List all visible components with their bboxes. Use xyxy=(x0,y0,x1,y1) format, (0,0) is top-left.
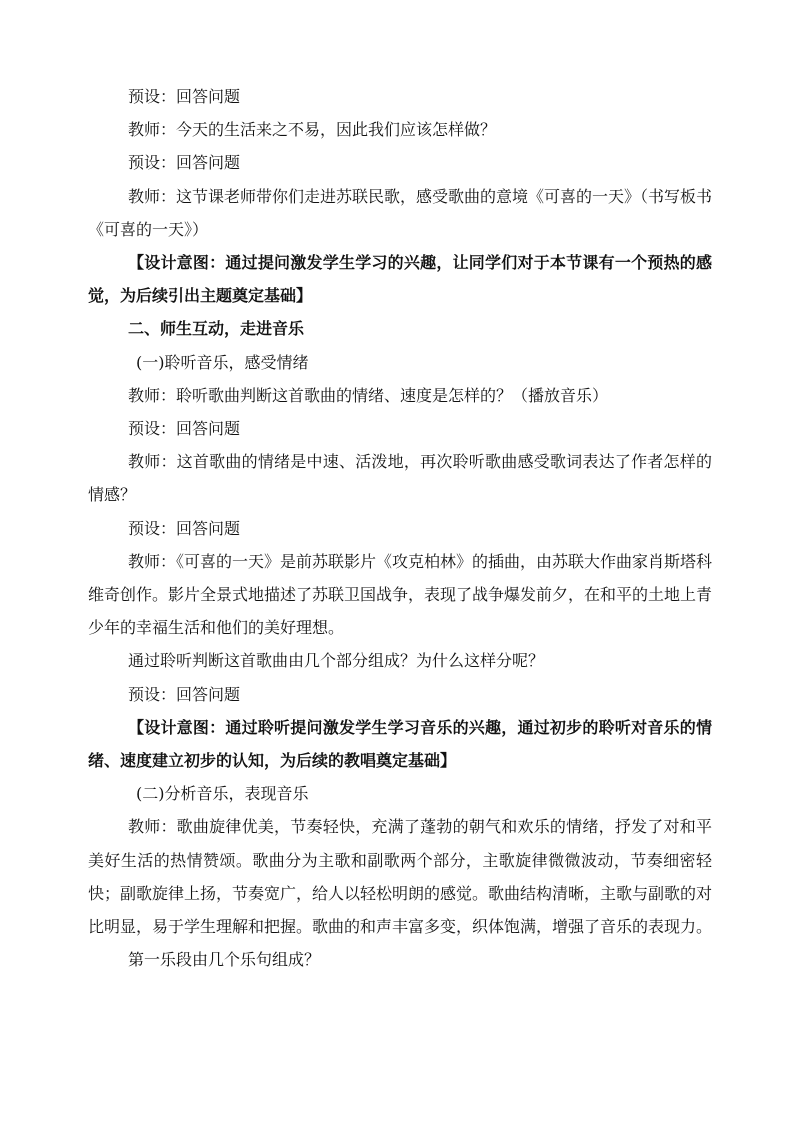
paragraph-teacher-3: 教师：聆听歌曲判断这首歌曲的情绪、速度是怎样的？（播放音乐） xyxy=(128,385,609,405)
paragraph-preset-1: 预设：回答问题 xyxy=(128,87,241,106)
design-intent-1: 【设计意图：通过提问激发学生学习的兴趣，让同学们对于本节课有一个预热的感觉，为后续引出主题奠定基础】 xyxy=(88,253,712,306)
subheading-1: (一)聆听音乐，感受情绪 xyxy=(136,352,309,372)
paragraph-preset-2: 预设：回答问题 xyxy=(128,153,241,173)
paragraph-question-2: 第一乐段由几个乐句组成？ xyxy=(128,950,321,970)
document-page xyxy=(88,80,712,976)
paragraph-preset-5: 预设：回答问题 xyxy=(128,684,241,704)
paragraph-teacher-2: 教师：这节课老师带你们走进苏联民歌，感受歌曲的意境《可喜的一天》（书写板书《可喜的一天》） xyxy=(88,186,713,239)
paragraph-teacher-5: 教师：《可喜的一天》是前苏联影片《攻克柏林》的插曲，由苏联大作曲家肖斯塔科维奇创作。影片全景式地描述了苏联卫国战争，表现了战争爆发前夕，在和平的土地上青少年的幸福生活和他们的美好理想。 xyxy=(88,551,713,638)
paragraph-teacher-6: 教师：歌曲旋律优美，节奏轻快，充满了蓬勃的朝气和欢乐的情绪，抒发了对和平美好生活的热情赞颂。歌曲分为主歌和副歌两个部分，主歌旋律微微波动，节奏细密轻快；副歌旋律上扬，节奏宽广，给人以轻松明朗的感觉。歌曲结构清晰，主歌与副歌的对比明显，易于学生理解和把握。歌曲的和声丰富多变，织体饱满，增强了音乐的表现力。 xyxy=(88,817,713,937)
paragraph-question-1: 通过聆听判断这首歌曲由几个部分组成？为什么这样分呢？ xyxy=(128,651,545,671)
paragraph-preset-3: 预设：回答问题 xyxy=(128,419,241,439)
paragraph-preset-4: 预设：回答问题 xyxy=(128,518,241,538)
section-heading-2: 二、师生互动，走进音乐 xyxy=(128,319,305,339)
paragraph-teacher-1: 教师：今天的生活来之不易，因此我们应该怎样做？ xyxy=(128,120,497,140)
subheading-2: (二)分析音乐，表现音乐 xyxy=(136,784,309,804)
design-intent-2: 【设计意图：通过聆听提问激发学生学习音乐的兴趣，通过初步的聆听对音乐的情绪、速度建立初步的认知，为后续的教唱奠定基础】 xyxy=(88,717,712,771)
paragraph-teacher-4: 教师：这首歌曲的情绪是中速、活泼地，再次聆听歌曲感受歌词表达了作者怎样的情感？ xyxy=(88,452,712,505)
